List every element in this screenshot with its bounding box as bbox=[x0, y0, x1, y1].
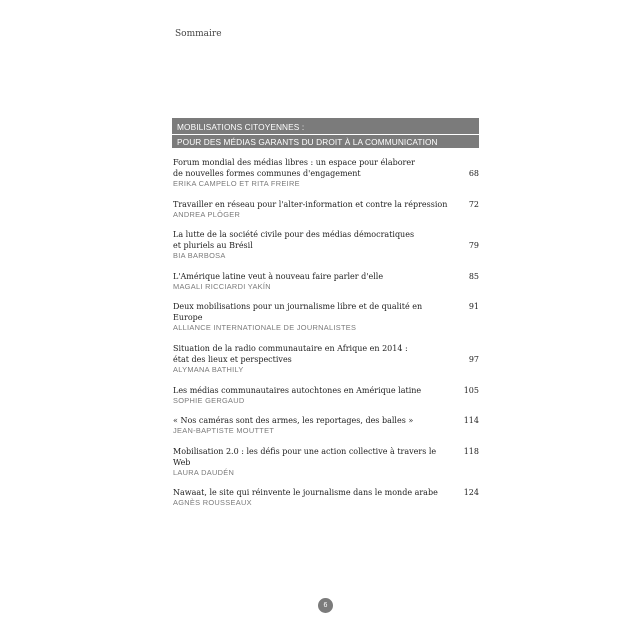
toc-entry-page-number: 68 bbox=[468, 169, 479, 178]
section-title-line2: POUR DES MÉDIAS GARANTS DU DROIT À LA COMMUNICATION bbox=[177, 136, 438, 147]
toc-entry-author: ANDREA PLÖGER bbox=[173, 209, 241, 219]
toc-entry-title bbox=[173, 199, 479, 210]
toc-entry-author: LAURA DAUDÉN bbox=[173, 467, 235, 477]
toc-entry[interactable] bbox=[173, 343, 479, 375]
section-header bbox=[172, 118, 479, 148]
page-number-badge: 6 bbox=[318, 598, 333, 613]
toc-entry[interactable] bbox=[173, 446, 479, 478]
toc-entry-title-line: Situation de la radio communautaire en Afrique en 2014 : bbox=[173, 343, 408, 353]
toc-entry-title bbox=[173, 229, 479, 251]
toc-entry-title-line: L'Amérique latine veut à nouveau faire parler d'elle bbox=[173, 271, 384, 281]
toc-entry-page-number: 91 bbox=[468, 302, 479, 312]
table-of-contents bbox=[173, 157, 479, 518]
toc-entry-title bbox=[173, 271, 479, 282]
toc-entry-page-number: 97 bbox=[468, 354, 479, 364]
toc-entry-title bbox=[173, 385, 479, 396]
toc-entry-author: ALYMANA BATHILY bbox=[173, 364, 244, 374]
toc-entry-page-number: 124 bbox=[463, 488, 479, 498]
toc-entry-title-line: Travailler en réseau pour l'alter-information et contre la répression bbox=[173, 199, 448, 209]
toc-entry-author: AGNÈS ROUSSEAUX bbox=[173, 498, 252, 508]
toc-entry-title bbox=[173, 343, 479, 365]
toc-entry-page-number: 118 bbox=[463, 446, 479, 456]
toc-entry-title bbox=[173, 157, 479, 179]
toc-entry-title-line: Nawaat, le site qui réinvente le journalisme dans le monde arabe bbox=[173, 488, 438, 498]
section-title-line1: MOBILISATIONS CITOYENNES : bbox=[177, 122, 305, 132]
toc-entry-page-number: 105 bbox=[463, 385, 479, 395]
toc-entry[interactable] bbox=[173, 415, 479, 436]
toc-entry-title bbox=[173, 301, 479, 323]
toc-entry[interactable] bbox=[173, 229, 479, 261]
toc-entry-page-number: 72 bbox=[468, 199, 479, 209]
toc-entry-title-line: « Nos caméras sont des armes, les reportages, des balles » bbox=[173, 416, 414, 426]
toc-entry-title bbox=[173, 446, 479, 468]
toc-entry[interactable] bbox=[173, 157, 479, 189]
toc-entry-title-line: de nouvelles formes communes d'engagement bbox=[173, 169, 361, 178]
toc-entry-title-line: La lutte de la société civile pour des médias démocratiques bbox=[173, 230, 415, 240]
toc-entry-title bbox=[173, 487, 479, 498]
toc-entry-author: MAGALI RICCIARDI YAKÍN bbox=[173, 281, 271, 291]
toc-entry-author: JEAN-BAPTISTE MOUTTET bbox=[173, 426, 275, 436]
toc-entry-page-number: 79 bbox=[468, 241, 479, 251]
toc-entry-title-line: état des lieux et perspectives bbox=[173, 354, 292, 364]
toc-entry-title-line: Les médias communautaires autochtones en Amérique latine bbox=[173, 385, 422, 395]
toc-entry[interactable] bbox=[173, 271, 479, 292]
toc-entry-page-number: 114 bbox=[463, 416, 479, 426]
toc-entry-title-line: et pluriels au Brésil bbox=[173, 241, 253, 251]
toc-entry-title-line: Mobilisation 2.0 : les défis pour une action collective à travers le Web bbox=[173, 446, 437, 467]
toc-entry[interactable] bbox=[173, 301, 479, 333]
toc-entry[interactable] bbox=[173, 199, 479, 220]
toc-entry[interactable] bbox=[173, 385, 479, 406]
toc-entry-author: BIA BARBOSA bbox=[173, 251, 226, 261]
section-divider bbox=[172, 134, 479, 135]
toc-entry[interactable] bbox=[173, 487, 479, 508]
toc-entry-author: ERIKA CAMPELO ET RITA FREIRE bbox=[173, 179, 300, 188]
toc-entry-author: SOPHIE GERGAUD bbox=[173, 395, 245, 405]
toc-entry-page-number: 85 bbox=[468, 271, 479, 281]
toc-entry-title-line: Forum mondial des médias libres : un espace pour élaborer bbox=[173, 158, 415, 167]
toc-entry-author: ALLIANCE INTERNATIONALE DE JOURNALISTES bbox=[173, 323, 357, 333]
toc-entry-title bbox=[173, 415, 479, 426]
toc-entry-title-line: Deux mobilisations pour un journalisme libre et de qualité en Europe bbox=[173, 302, 423, 323]
running-head: Sommaire bbox=[175, 29, 222, 39]
